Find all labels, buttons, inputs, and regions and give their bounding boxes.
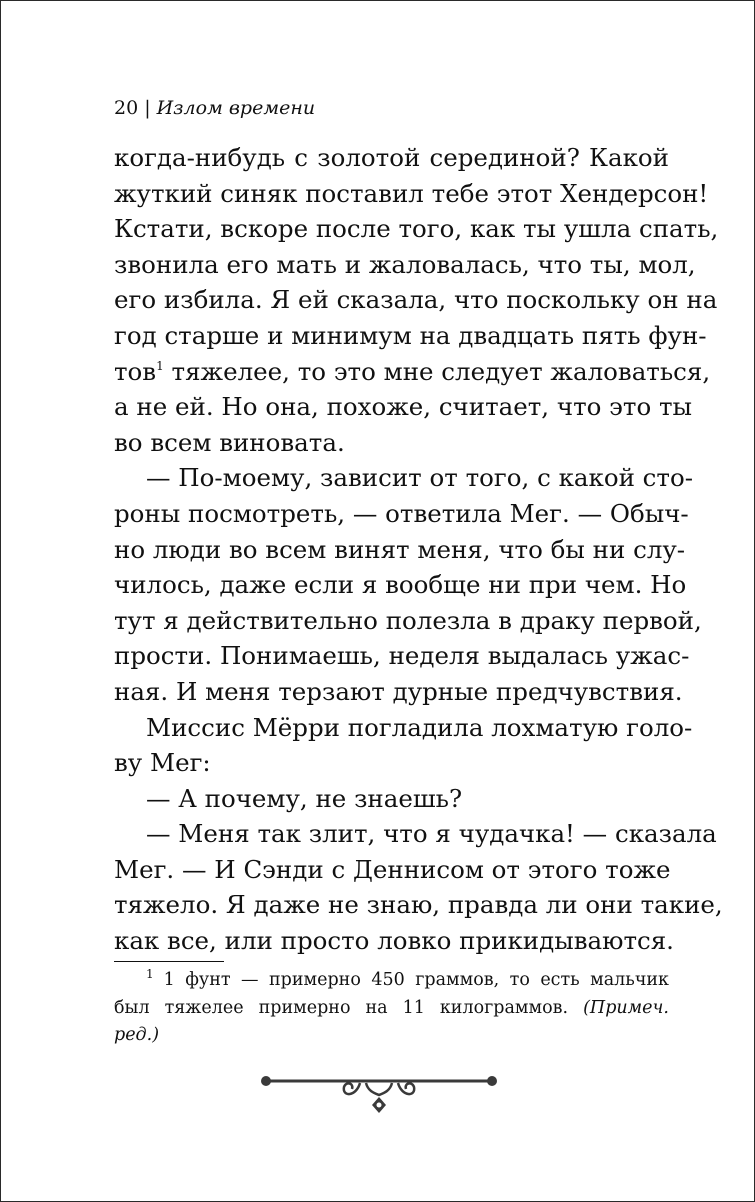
text-line: — По-моему, зависит от того, с какой сто- xyxy=(146,463,693,493)
footnote-line xyxy=(114,1022,669,1050)
text-line-with-footnote xyxy=(114,354,711,390)
book-title: Излом времени xyxy=(156,97,316,119)
text-line: Миссис Мёрри погладила лохматую голо- xyxy=(146,712,693,742)
line-rest: тяжелее, то это мне следует жаловаться, xyxy=(171,356,711,386)
footnote xyxy=(114,967,669,1050)
text-line: как все, или просто ловко прикидываются. xyxy=(114,926,674,956)
text-line: когда-нибудь с золотой серединой? Какой xyxy=(114,143,669,172)
decorative-divider-icon xyxy=(256,1071,502,1121)
text-line: ву Мег: xyxy=(114,748,211,778)
footnote-text-1: 1 фунт — примерно 450 граммов, то есть мальчик xyxy=(163,970,669,990)
header-separator: | xyxy=(144,97,151,119)
footnote-line xyxy=(114,995,669,1023)
text-line: Мег. — И Сэнди с Деннисом от этого тоже xyxy=(114,854,671,884)
page-number: 20 xyxy=(114,97,139,119)
text-line: тут я действительно полезла в драку первой, xyxy=(114,605,702,635)
editor-note: (Примеч. xyxy=(583,997,669,1018)
editor-note-end: ред.) xyxy=(114,1025,160,1045)
text-line: Кстати, вскоре после того, как ты ушла спать, xyxy=(114,214,719,244)
text-line: ная. И меня терзают дурные предчувствия. xyxy=(114,676,683,706)
text-line: роны посмотреть, — ответила Мег. — Обыч- xyxy=(114,498,689,528)
text-line: — А почему, не знаешь? xyxy=(146,783,463,813)
text-line: но люди во всем винят меня, что бы ни слу- xyxy=(114,534,686,564)
footnote-rule xyxy=(114,961,224,962)
line-prefix: тов xyxy=(114,356,157,386)
running-head xyxy=(114,97,315,119)
text-line: во всем виновата. xyxy=(114,427,345,457)
body-text xyxy=(114,140,723,959)
footnote-text-2: был тяжелее примерно на 11 килограммов. xyxy=(114,997,569,1018)
text-line: а не ей. Но она, похоже, считает, что это ты xyxy=(114,392,693,422)
text-line: — Меня так злит, что я чудачка! — сказала xyxy=(146,819,717,849)
text-line: прости. Понимаешь, неделя выдалась ужас- xyxy=(114,641,690,671)
text-line: его избила. Я ей сказала, что поскольку он на xyxy=(114,285,718,315)
text-line: тяжело. Я даже не знаю, правда ли они такие, xyxy=(114,890,723,920)
footnote-line xyxy=(114,967,669,995)
footnote-marker: 1 xyxy=(146,967,154,981)
text-line: год старше и минимум на двадцать пять фун- xyxy=(114,320,707,350)
text-line: звонила его мать и жаловалась, что ты, мол, xyxy=(114,249,696,279)
text-line: чилось, даже если я вообще ни при чем. Но xyxy=(114,570,687,600)
text-line: жуткий синяк поставил тебе этот Хендерсон! xyxy=(114,178,709,208)
footnote-reference[interactable]: 1 xyxy=(156,358,164,373)
